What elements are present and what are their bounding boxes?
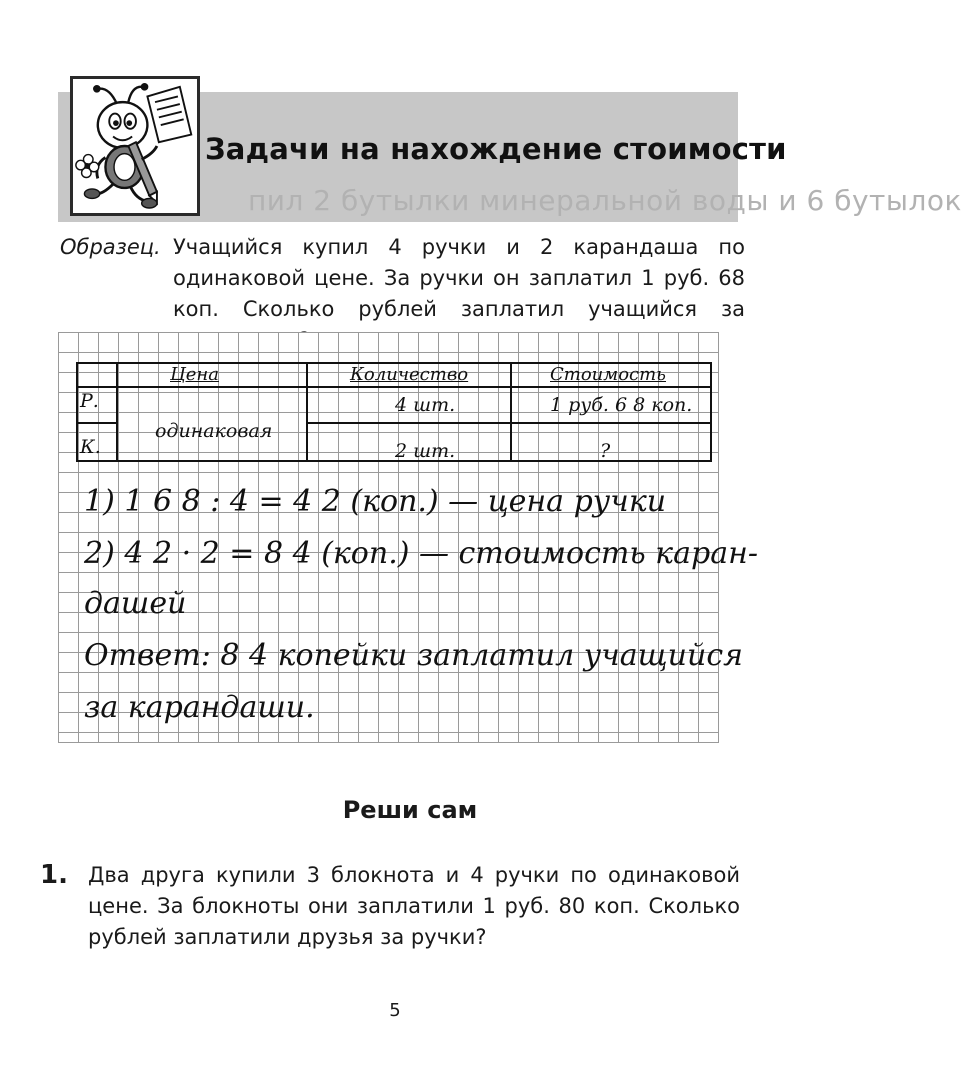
- table-header-price: Цена: [170, 364, 219, 385]
- solution-step-1: 1) 1 6 8 : 4 = 4 2 (коп.) — цена ручки: [84, 484, 667, 519]
- table-header-quantity: Количество: [350, 364, 469, 385]
- mascot-logo: [70, 76, 200, 216]
- banner-ghost-text: пил 2 бутылки минеральной воды и 6 бутылок: [248, 184, 962, 217]
- solution-step-2-cont: дашей: [84, 586, 187, 621]
- ant-mascot-icon: [73, 79, 197, 213]
- section-title: Реши сам: [342, 796, 478, 824]
- task-text: Два друга купили 3 блокнота и 4 ручки по одинаковой цене. За блокноты они заплатили 1 руб. 80 коп. Сколько рублей заплатили друзья за ручки?: [88, 863, 740, 949]
- table-divider: [78, 386, 710, 388]
- solution-step-2: 2) 4 2 · 2 = 8 4 (коп.) — стоимость каран-: [84, 536, 758, 571]
- task-number: 1.: [40, 860, 68, 890]
- table-divider: [306, 364, 308, 460]
- example-lead: Образец.: [60, 235, 161, 259]
- shared-price: одинаковая: [155, 420, 273, 442]
- pens-cost: 1 руб. 6 8 коп.: [550, 394, 693, 416]
- answer-line-2: за карандаши.: [84, 690, 315, 725]
- answer-line-1: Ответ: 8 4 копейки заплатил учащийся: [84, 638, 743, 673]
- pens-quantity: 4 шт.: [395, 394, 456, 416]
- table-divider: [116, 364, 118, 460]
- table-divider: [78, 422, 116, 424]
- row-label-pens: Р.: [80, 390, 99, 412]
- table-header-cost: Стоимость: [550, 364, 666, 385]
- table-divider: [510, 364, 512, 460]
- example-text: Учащийся купил 4 ручки и 2 карандаша по одинаковой цене. За ручки он заплатил 1 руб. 68 коп. Сколько рублей заплатил учащийся за: [173, 235, 745, 321]
- pencils-quantity: 2 шт.: [395, 440, 456, 462]
- pencils-cost: ?: [600, 440, 611, 462]
- row-label-pencils: К.: [80, 436, 101, 458]
- table-divider: [306, 422, 710, 424]
- page-number: 5: [389, 1000, 401, 1021]
- page-title: Задачи на нахождение стоимости: [205, 132, 787, 166]
